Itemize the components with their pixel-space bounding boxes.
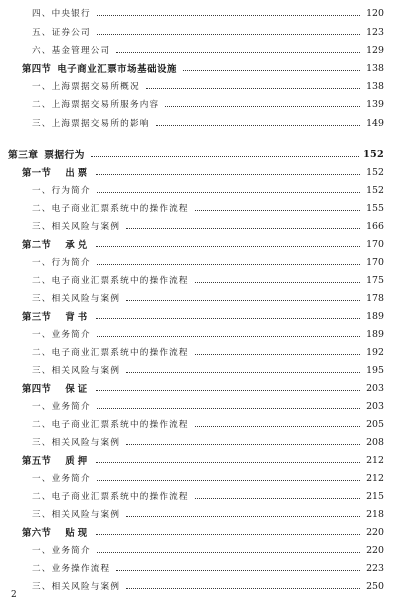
- toc-subsection-entry: [0, 542, 403, 558]
- section-number: 第五节: [22, 456, 52, 467]
- toc-page-number: 192: [366, 346, 384, 358]
- toc-entry-label: 一、业务简介: [32, 474, 91, 484]
- toc-page-number: 120: [366, 7, 384, 19]
- toc-entry-label: 三、相关风险与案例: [32, 582, 121, 592]
- dot-leader: [165, 105, 360, 107]
- toc-subsection-entry: [0, 560, 403, 576]
- toc-entry-heading: [22, 381, 90, 395]
- toc-subsection-entry: [0, 398, 403, 414]
- dot-leader: [126, 227, 360, 229]
- dot-leader: [195, 425, 360, 427]
- toc-page-number: 215: [366, 490, 384, 502]
- dot-leader: [97, 335, 360, 337]
- toc-subsection-entry: [0, 272, 403, 288]
- section-title: 电子商业汇票市场基础设施: [57, 64, 178, 75]
- section-title: 背书: [65, 312, 91, 323]
- toc-page-number: 220: [366, 526, 384, 538]
- toc-subsection-entry: [0, 200, 403, 216]
- toc-entry-label: 五、证券公司: [32, 28, 91, 38]
- toc-entry-heading: [22, 309, 90, 323]
- dot-leader: [96, 173, 360, 175]
- section-number: 第三节: [22, 312, 52, 323]
- toc-page-number: 139: [366, 98, 384, 110]
- toc-page-number: 203: [366, 382, 384, 394]
- toc-subsection-entry: [0, 470, 403, 486]
- toc-page-number: 223: [366, 562, 384, 574]
- toc-entry-label: 二、电子商业汇票系统中的操作流程: [32, 276, 189, 286]
- toc-subsection-entry: [0, 115, 403, 131]
- toc-subsection-entry: [0, 78, 403, 94]
- toc-entry-label: 一、业务简介: [32, 546, 91, 556]
- chapter-number: 第三章: [8, 150, 39, 161]
- dot-leader: [96, 245, 360, 247]
- dot-leader: [126, 443, 360, 445]
- toc-entry-label: 四、中央银行: [32, 9, 91, 19]
- toc-subsection-entry: [0, 96, 403, 112]
- toc-section-entry: [0, 308, 403, 324]
- dot-leader: [91, 155, 359, 157]
- toc-subsection-entry: [0, 488, 403, 504]
- dot-leader: [195, 353, 360, 355]
- toc-subsection-entry: [0, 5, 403, 21]
- dot-leader: [96, 389, 360, 391]
- dot-leader: [195, 497, 360, 499]
- toc-entry-label: 一、行为简介: [32, 186, 91, 196]
- toc-entry-label: 一、业务简介: [32, 330, 91, 340]
- toc-entry-label: 二、电子商业汇票系统中的操作流程: [32, 348, 189, 358]
- toc-page-number: 129: [366, 44, 384, 56]
- toc-chapter-entry: [0, 146, 403, 162]
- dot-leader: [116, 51, 360, 53]
- toc-subsection-entry: [0, 42, 403, 58]
- toc-subsection-entry: [0, 578, 403, 594]
- toc-section-entry: [0, 236, 403, 252]
- toc-page-number: 195: [366, 364, 384, 376]
- section-number: 第二节: [22, 240, 52, 251]
- toc-subsection-entry: [0, 326, 403, 342]
- toc-subsection-entry: [0, 344, 403, 360]
- chapter-title: 票据行为: [44, 150, 85, 161]
- toc-page-number: 149: [366, 117, 384, 129]
- toc-subsection-entry: [0, 24, 403, 40]
- toc-page-number: 138: [366, 80, 384, 92]
- dot-leader: [96, 461, 360, 463]
- toc-entry-label: 三、相关风险与案例: [32, 438, 121, 448]
- dot-leader: [183, 69, 360, 71]
- toc-page-number: 250: [366, 580, 384, 592]
- toc-page-number: 170: [366, 238, 384, 250]
- dot-leader: [126, 587, 360, 589]
- toc-entry-label: 六、基金管理公司: [32, 46, 111, 56]
- toc-page-number: 123: [366, 26, 384, 38]
- dot-leader: [126, 515, 360, 517]
- toc-page-number: 203: [366, 400, 384, 412]
- toc-page-number: 155: [366, 202, 384, 214]
- dot-leader: [96, 317, 360, 319]
- toc-entry-label: 二、电子商业汇票系统中的操作流程: [32, 420, 189, 430]
- toc-page-number: 178: [366, 292, 384, 304]
- section-title: 承兑: [65, 240, 91, 251]
- toc-entry-label: 二、业务操作流程: [32, 564, 111, 574]
- dot-leader: [97, 479, 360, 481]
- page-number: 2: [11, 590, 17, 600]
- toc-page-number: 212: [366, 472, 384, 484]
- toc-entry-heading: [22, 61, 177, 75]
- toc-page-number: 152: [363, 148, 384, 160]
- dot-leader: [97, 191, 360, 193]
- toc-entry-label: 三、上海票据交易所的影响: [32, 119, 150, 129]
- toc-entry-label: 三、相关风险与案例: [32, 222, 121, 232]
- toc-page-number: 175: [366, 274, 384, 286]
- toc-page-number: 220: [366, 544, 384, 556]
- toc-page-number: 205: [366, 418, 384, 430]
- section-number: 第一节: [22, 168, 52, 179]
- dot-leader: [195, 281, 360, 283]
- toc-subsection-entry: [0, 290, 403, 306]
- dot-leader: [116, 569, 360, 571]
- toc-entry-heading: [8, 147, 85, 161]
- toc-entry-label: 二、上海票据交易所服务内容: [32, 100, 160, 110]
- toc-page-number: 218: [366, 508, 384, 520]
- section-number: 第四节: [22, 384, 52, 395]
- section-title: 贴现: [65, 528, 91, 539]
- dot-leader: [97, 14, 360, 16]
- toc-entry-heading: [22, 165, 90, 179]
- dot-leader: [96, 533, 360, 535]
- toc-page-number: 152: [366, 166, 384, 178]
- toc-entry-label: 二、电子商业汇票系统中的操作流程: [32, 204, 189, 214]
- toc-entry-heading: [22, 453, 90, 467]
- dot-leader: [126, 299, 360, 301]
- section-title: 质押: [65, 456, 91, 467]
- dot-leader: [156, 124, 360, 126]
- dot-leader: [97, 33, 360, 35]
- toc-section-entry: [0, 452, 403, 468]
- toc-subsection-entry: [0, 434, 403, 450]
- toc-entry-label: 三、相关风险与案例: [32, 510, 121, 520]
- toc-subsection-entry: [0, 362, 403, 378]
- dot-leader: [97, 263, 360, 265]
- dot-leader: [126, 371, 360, 373]
- toc-subsection-entry: [0, 218, 403, 234]
- toc-page-number: 170: [366, 256, 384, 268]
- section-number: 第四节: [22, 64, 52, 75]
- toc-subsection-entry: [0, 182, 403, 198]
- toc-subsection-entry: [0, 416, 403, 432]
- toc-page-number: 166: [366, 220, 384, 232]
- toc-entry-label: 三、相关风险与案例: [32, 294, 121, 304]
- toc-section-entry: [0, 60, 403, 76]
- section-title: 保证: [65, 384, 91, 395]
- toc-page-number: 189: [366, 328, 384, 340]
- toc-entry-label: 一、业务简介: [32, 402, 91, 412]
- toc-entry-heading: [22, 237, 90, 251]
- toc-entry-label: 二、电子商业汇票系统中的操作流程: [32, 492, 189, 502]
- toc-entry-heading: [22, 525, 90, 539]
- toc-page-number: 212: [366, 454, 384, 466]
- toc-page-number: 208: [366, 436, 384, 448]
- toc-page-number: 138: [366, 62, 384, 74]
- toc-section-entry: [0, 524, 403, 540]
- dot-leader: [146, 87, 360, 89]
- toc-page-number: 152: [366, 184, 384, 196]
- toc-subsection-entry: [0, 506, 403, 522]
- toc-entry-label: 一、行为简介: [32, 258, 91, 268]
- dot-leader: [195, 209, 360, 211]
- toc-subsection-entry: [0, 254, 403, 270]
- toc-section-entry: [0, 164, 403, 180]
- section-title: 出票: [65, 168, 91, 179]
- section-number: 第六节: [22, 528, 52, 539]
- toc-page-number: 189: [366, 310, 384, 322]
- toc-entry-label: 一、上海票据交易所概况: [32, 82, 140, 92]
- dot-leader: [97, 407, 360, 409]
- dot-leader: [97, 551, 360, 553]
- toc-section-entry: [0, 380, 403, 396]
- toc-entry-label: 三、相关风险与案例: [32, 366, 121, 376]
